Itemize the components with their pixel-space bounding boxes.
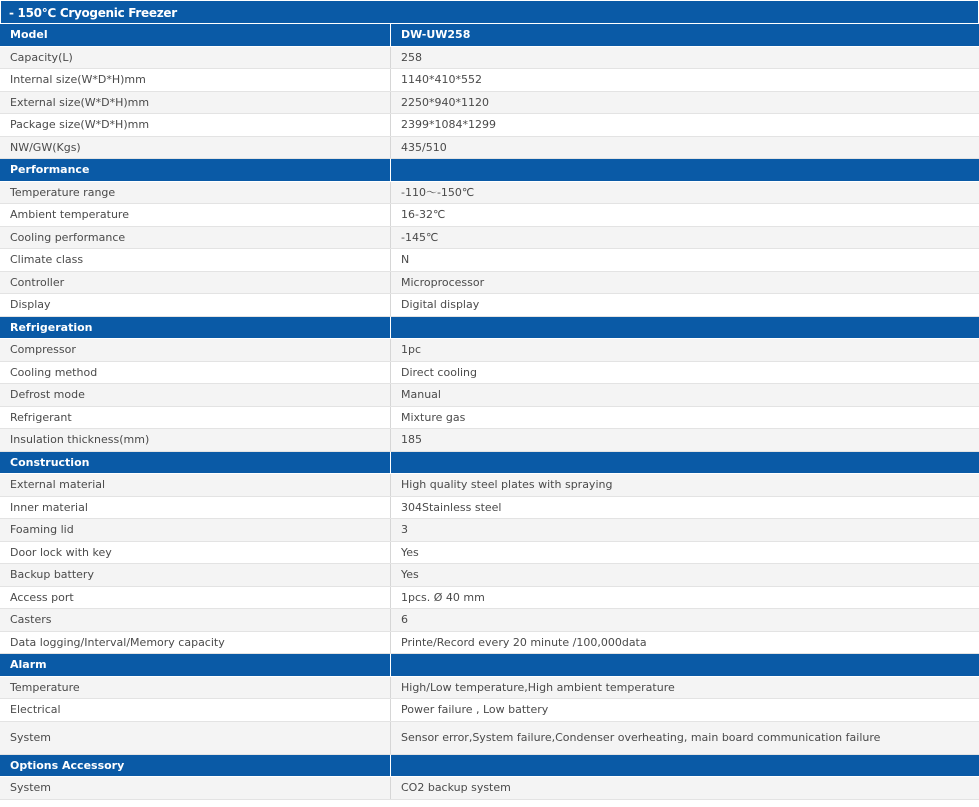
spec-label: External size(W*D*H)mm [0, 92, 391, 114]
section-header-row [0, 159, 979, 182]
spec-value: Yes [401, 568, 419, 582]
spec-row [0, 777, 979, 800]
spec-value: -110～-150℃ [401, 186, 475, 200]
spec-value: 6 [401, 613, 408, 627]
spec-row [0, 249, 979, 272]
section-header-label: Construction [0, 452, 391, 474]
spec-row [0, 92, 979, 115]
spec-label: Compressor [0, 339, 391, 361]
section-header-value [391, 654, 979, 676]
spec-value: 1pc [401, 343, 422, 357]
spec-value: -145℃ [401, 230, 439, 244]
spec-row [0, 722, 979, 755]
spec-label: Refrigerant [0, 407, 391, 429]
spec-label: Cooling performance [0, 227, 391, 249]
spec-label: External material [0, 474, 391, 496]
spec-value: Sensor error,System failure,Condenser overheating, main board communication failure [401, 731, 881, 744]
spec-label: Temperature range [0, 182, 391, 204]
spec-row [0, 69, 979, 92]
spec-value: 185 [401, 433, 422, 447]
spec-row [0, 699, 979, 722]
spec-value: 258 [401, 50, 422, 64]
section-header-value [391, 452, 979, 474]
spec-row [0, 609, 979, 632]
spec-label: Internal size(W*D*H)mm [0, 69, 391, 91]
spec-row [0, 272, 979, 295]
section-header-label: Alarm [0, 654, 391, 676]
spec-row [0, 519, 979, 542]
spec-row [0, 429, 979, 452]
spec-label: Package size(W*D*H)mm [0, 114, 391, 136]
spec-value: CO2 backup system [401, 781, 511, 795]
spec-value: 2250*940*1120 [401, 95, 489, 109]
spec-row [0, 564, 979, 587]
spec-label: Casters [0, 609, 391, 631]
table-title: - 150℃ Cryogenic Freezer [0, 0, 979, 24]
section-header-value [391, 159, 979, 181]
spec-rows [0, 24, 979, 800]
spec-label: Inner material [0, 497, 391, 519]
spec-row [0, 362, 979, 385]
spec-label: Ambient temperature [0, 204, 391, 226]
spec-value: High/Low temperature,High ambient temperature [401, 680, 675, 694]
section-header-label: Performance [0, 159, 391, 181]
spec-label: Electrical [0, 699, 391, 721]
spec-row [0, 587, 979, 610]
spec-value: Manual [401, 388, 441, 402]
spec-value: 3 [401, 523, 408, 537]
spec-label: NW/GW(Kgs) [0, 137, 391, 159]
section-header-label: Model [0, 24, 391, 46]
spec-label: Door lock with key [0, 542, 391, 564]
spec-value: Yes [401, 545, 419, 559]
spec-row [0, 294, 979, 317]
spec-value: 16-32℃ [401, 208, 446, 222]
spec-row [0, 47, 979, 70]
spec-row [0, 137, 979, 160]
spec-row [0, 204, 979, 227]
spec-value: High quality steel plates with spraying [401, 478, 613, 492]
spec-value: Printe/Record every 20 minute /100,000data [401, 635, 647, 649]
spec-value: Mixture gas [401, 410, 466, 424]
spec-value: Direct cooling [401, 365, 478, 379]
spec-row [0, 227, 979, 250]
spec-label: Capacity(L) [0, 47, 391, 69]
section-header-value [391, 317, 979, 339]
spec-value: Microprocessor [401, 275, 485, 289]
spec-row [0, 339, 979, 362]
spec-row [0, 407, 979, 430]
section-header-row [0, 654, 979, 677]
spec-row [0, 182, 979, 205]
section-header-label: Refrigeration [0, 317, 391, 339]
section-header-row [0, 24, 979, 47]
spec-value: 1pcs. Ø 40 mm [401, 590, 485, 604]
section-header-value [391, 755, 979, 777]
spec-label: System [0, 777, 391, 799]
spec-value: 2399*1084*1299 [401, 118, 496, 132]
section-header-row [0, 452, 979, 475]
spec-row [0, 677, 979, 700]
spec-value: 435/510 [401, 140, 447, 154]
spec-row [0, 474, 979, 497]
section-header-label: Options Accessory [0, 755, 391, 777]
spec-label: Foaming lid [0, 519, 391, 541]
spec-label: Cooling method [0, 362, 391, 384]
spec-label: Climate class [0, 249, 391, 271]
section-header-row [0, 755, 979, 778]
spec-value: N [401, 253, 410, 267]
spec-label: System [0, 722, 391, 754]
spec-row [0, 384, 979, 407]
spec-label: Controller [0, 272, 391, 294]
spec-value: Power failure , Low battery [401, 703, 549, 717]
spec-row [0, 114, 979, 137]
section-header-value: DW-UW258 [401, 28, 471, 42]
spec-label: Display [0, 294, 391, 316]
spec-row [0, 632, 979, 655]
spec-row [0, 497, 979, 520]
spec-value: 1140*410*552 [401, 73, 482, 87]
spec-label: Temperature [0, 677, 391, 699]
spec-value: Digital display [401, 298, 480, 312]
spec-value: 304Stainless steel [401, 500, 502, 514]
section-header-row [0, 317, 979, 340]
spec-label: Access port [0, 587, 391, 609]
spec-label: Backup battery [0, 564, 391, 586]
spec-label: Insulation thickness(mm) [0, 429, 391, 451]
spec-label: Defrost mode [0, 384, 391, 406]
spec-label: Data logging/Interval/Memory capacity [0, 632, 391, 654]
spec-row [0, 542, 979, 565]
